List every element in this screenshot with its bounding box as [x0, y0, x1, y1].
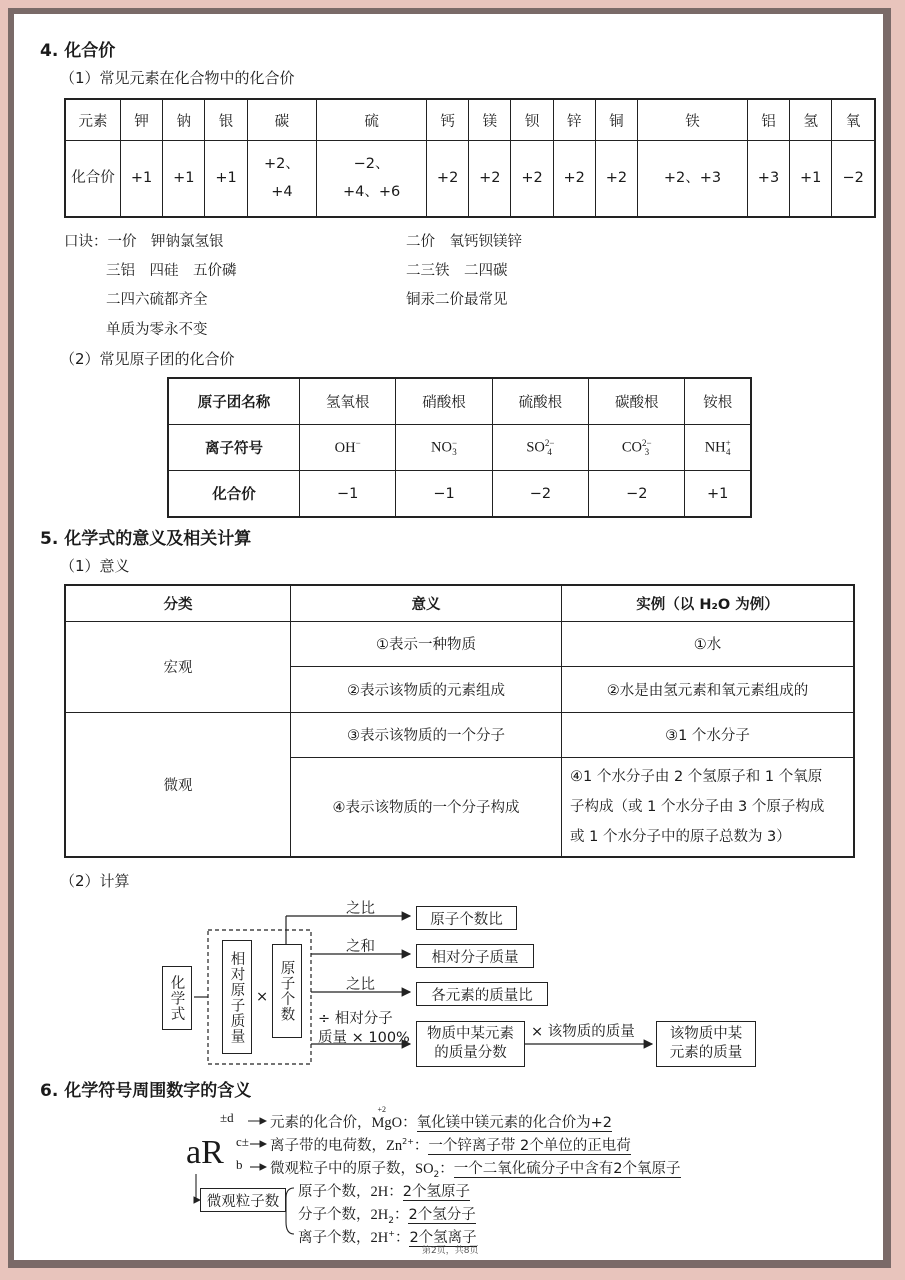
radical-valence: −2 — [589, 471, 685, 518]
radical-name: 硫酸根 — [492, 378, 588, 425]
element-cell: 硫 — [317, 99, 427, 141]
ion-base: OH — [334, 439, 356, 456]
formula: 2H — [370, 1184, 389, 1200]
formula: 2H — [370, 1230, 389, 1246]
valence-cell: +1 — [205, 141, 247, 218]
category-micro: 微观 — [65, 712, 291, 857]
col-header: 意义 — [291, 585, 562, 621]
atom-count-label: 原子个数 — [278, 960, 295, 1022]
label: 元素的化合价， — [270, 1115, 372, 1131]
element-cell: 钡 — [511, 99, 553, 141]
result-line: 元素的质量 — [669, 1045, 743, 1061]
valence-cell: +2 — [469, 141, 511, 218]
mnemonic-line: 口诀：一价 钾钠氯氢银 — [64, 234, 224, 250]
valence-cell: +2 — [595, 141, 637, 218]
description: 一个二氧化硫分子中含有2个氧原子 — [453, 1161, 681, 1177]
brace — [286, 1188, 294, 1234]
formula: Zn — [386, 1138, 403, 1154]
valence-header: 化合价 — [65, 141, 121, 218]
element-cell: 碳 — [247, 99, 317, 141]
section-4-title: 4. 化合价 — [40, 41, 116, 61]
formula-label: 化学式 — [168, 974, 185, 1022]
general-symbol: aR — [186, 1134, 224, 1171]
op-ratio: 之比 — [346, 901, 375, 917]
element-cell: 锌 — [553, 99, 595, 141]
ion-subscript: 3 — [644, 446, 650, 457]
description: 2个氢离子 — [409, 1230, 477, 1246]
ion-charge: − — [451, 437, 458, 448]
radical-name: 铵根 — [685, 378, 751, 425]
radical-valence: −2 — [492, 471, 588, 518]
radical-valence: −1 — [300, 471, 396, 518]
label: 离子个数， — [298, 1230, 371, 1246]
category-macro: 宏观 — [65, 621, 291, 712]
meaning-atom-count: 微观粒子中的原子数，$SO_2$：一个二氧化硫分子中含有2个氧原子 — [270, 1161, 681, 1180]
row-label: 化合价 — [168, 471, 300, 518]
mnemonic-line: 二三铁 二四碳 — [406, 263, 508, 279]
element-cell: 镁 — [469, 99, 511, 141]
valence-line: −2、 — [353, 155, 390, 172]
times-sign: × — [256, 989, 269, 1005]
ion-charge: + — [725, 437, 731, 448]
result-atom-ratio: 原子个数比 — [416, 906, 517, 930]
mnemonic-line: 三铝 四硅 五价磷 — [106, 263, 237, 279]
section-4-sub2: （2）常见原子团的化合价 — [60, 350, 235, 368]
formula: SO — [415, 1161, 434, 1177]
description: 氧化镁中镁元素的化合价为+2 — [416, 1115, 612, 1131]
ion-base: SO — [526, 438, 545, 455]
section-5-title: 5. 化学式的意义及相关计算 — [40, 529, 252, 549]
label: 微观粒子中的原子数， — [270, 1161, 415, 1177]
meaning-cell: ②表示该物质的元素组成 — [291, 666, 562, 712]
subscript: 2 — [388, 1215, 394, 1226]
ion-base: NO — [431, 438, 452, 455]
valence-cell: +2、+3 — [638, 141, 748, 218]
ion-base: CO — [621, 438, 643, 455]
row-label: 离子符号 — [168, 425, 300, 471]
op-divide: ÷ 相对分子 — [318, 1011, 393, 1027]
description: 一个锌离子带 2个单位的正电荷 — [428, 1138, 631, 1154]
element-cell: 银 — [205, 99, 247, 141]
valence-line: +4 — [271, 183, 293, 200]
col-header: 实例（以 H₂O 为例） — [562, 585, 855, 621]
description: 2个氢原子 — [402, 1184, 470, 1200]
valence-cell: +1 — [121, 141, 163, 218]
description: 2个氢分子 — [408, 1207, 476, 1223]
ion-subscript: 3 — [452, 446, 457, 457]
label: 离子带的电荷数， — [270, 1138, 386, 1154]
example-cell: ②水是由氢元素和氧元素组成的 — [562, 666, 855, 712]
ion-subscript: 4 — [725, 446, 731, 457]
result-line: 的质量分数 — [434, 1045, 507, 1061]
valence-cell: +1 — [163, 141, 205, 218]
element-cell: 铜 — [595, 99, 637, 141]
particle-molecules: 分子个数，$2H_2$：2个氢分子 — [298, 1207, 476, 1226]
valence-cell: +1 — [790, 141, 832, 218]
result-line: 该物质中某 — [669, 1026, 743, 1042]
symbol-diagram-lines — [14, 14, 883, 1260]
valence-cell: +2 — [511, 141, 553, 218]
op-divide-2: 质量 × 100% — [318, 1030, 410, 1046]
section-6-title: 6. 化学符号周围数字的含义 — [40, 1081, 252, 1101]
micro-particle-count-box: 微观粒子数 — [200, 1188, 286, 1212]
valence-cell: +2 — [553, 141, 595, 218]
meaning-charge: 离子带的电荷数，$Zn^{2+}$：一个锌离子带 2个单位的正电荷 — [270, 1137, 631, 1154]
mnemonic-line: 二价 氧钙钡镁锌 — [406, 234, 522, 250]
op-sum: 之和 — [346, 939, 375, 955]
symbol-c-mark: c± — [236, 1134, 249, 1149]
subscript: 2 — [433, 1169, 440, 1180]
op-times-mass: × 该物质的质量 — [531, 1024, 635, 1040]
ion-charge: 2− — [544, 437, 555, 448]
element-cell: 氧 — [832, 99, 875, 141]
meaning-cell: ④表示该物质的一个分子构成 — [291, 757, 562, 857]
mnemonic-line: 二四六硫都齐全 — [106, 292, 208, 308]
valence-line: +4、+6 — [342, 183, 401, 200]
label: 原子个数， — [298, 1184, 371, 1200]
example-line: 或 1 个水分子中的原子总数为 3） — [570, 828, 791, 845]
charge: + — [388, 1229, 395, 1239]
meaning-cell: ③表示该物质的一个分子 — [291, 712, 562, 757]
symbol-b-mark: b — [236, 1157, 243, 1172]
col-header: 分类 — [65, 585, 291, 621]
example-line: 子构成（或 1 个水分子由 3 个原子构成 — [570, 798, 825, 815]
radical-name: 硝酸根 — [396, 378, 492, 425]
mnemonic-line: 单质为零永不变 — [106, 322, 208, 338]
particle-atoms: 原子个数，2H：2个氢原子 — [298, 1184, 470, 1200]
element-cell: 铁 — [638, 99, 748, 141]
radical-valence: −1 — [396, 471, 492, 518]
element-cell: 钠 — [163, 99, 205, 141]
valence-cell: −2 — [832, 141, 875, 218]
charge: 2+ — [402, 1137, 414, 1147]
ion-charge: 2− — [642, 437, 652, 448]
example-line: ④1 个水分子由 2 个氢原子和 1 个氧原 — [570, 768, 823, 785]
ion-charge: − — [355, 438, 361, 449]
section-4-sub1: （1）常见元素在化合物中的化合价 — [60, 69, 295, 87]
result-line: 物质中某元素 — [427, 1026, 514, 1042]
example-cell: ①水 — [562, 621, 855, 666]
mnemonic-line: 铜汞二价最常见 — [406, 292, 508, 308]
label: 分子个数， — [298, 1207, 371, 1223]
result-molecular-mass: 相对分子质量 — [416, 944, 534, 968]
element-cell: 氢 — [790, 99, 832, 141]
element-header: 元素 — [65, 99, 121, 141]
element-cell: 钙 — [427, 99, 469, 141]
valence-cell: +2 — [427, 141, 469, 218]
valence-line: +2、 — [263, 155, 300, 172]
section-5-sub2: （2）计算 — [60, 872, 130, 890]
valence-cell: +3 — [747, 141, 789, 218]
radical-valence: +1 — [685, 471, 751, 518]
valence-mark: +2 — [377, 1105, 387, 1114]
radical-name: 氢氧根 — [300, 378, 396, 425]
meaning-cell: ①表示一种物质 — [291, 621, 562, 666]
example-cell: ③1 个水分子 — [562, 712, 855, 757]
formula: 2H — [370, 1207, 389, 1223]
ion-subscript: 4 — [547, 446, 552, 457]
rel-mass-label: 相对原子质量 — [228, 950, 245, 1044]
page-footer: 第2页，共8页 — [422, 1246, 479, 1256]
radical-name: 碳酸根 — [589, 378, 685, 425]
element-cell: 钾 — [121, 99, 163, 141]
ion-base: NH — [704, 438, 726, 455]
meaning-valence: 元素的化合价， +2 MgO：氧化镁中镁元素的化合价为+2 — [270, 1105, 612, 1131]
formula: MgO — [371, 1115, 403, 1131]
document-page — [14, 14, 883, 1260]
particle-ions: 离子个数，2H+：2个氢离子 — [298, 1229, 477, 1246]
row-label: 原子团名称 — [168, 378, 300, 425]
result-mass-ratio: 各元素的质量比 — [416, 982, 548, 1006]
element-cell: 铝 — [747, 99, 789, 141]
section-5-sub1: （1）意义 — [60, 557, 130, 575]
symbol-d-mark: ±d — [220, 1110, 234, 1125]
op-ratio-2: 之比 — [346, 977, 375, 993]
